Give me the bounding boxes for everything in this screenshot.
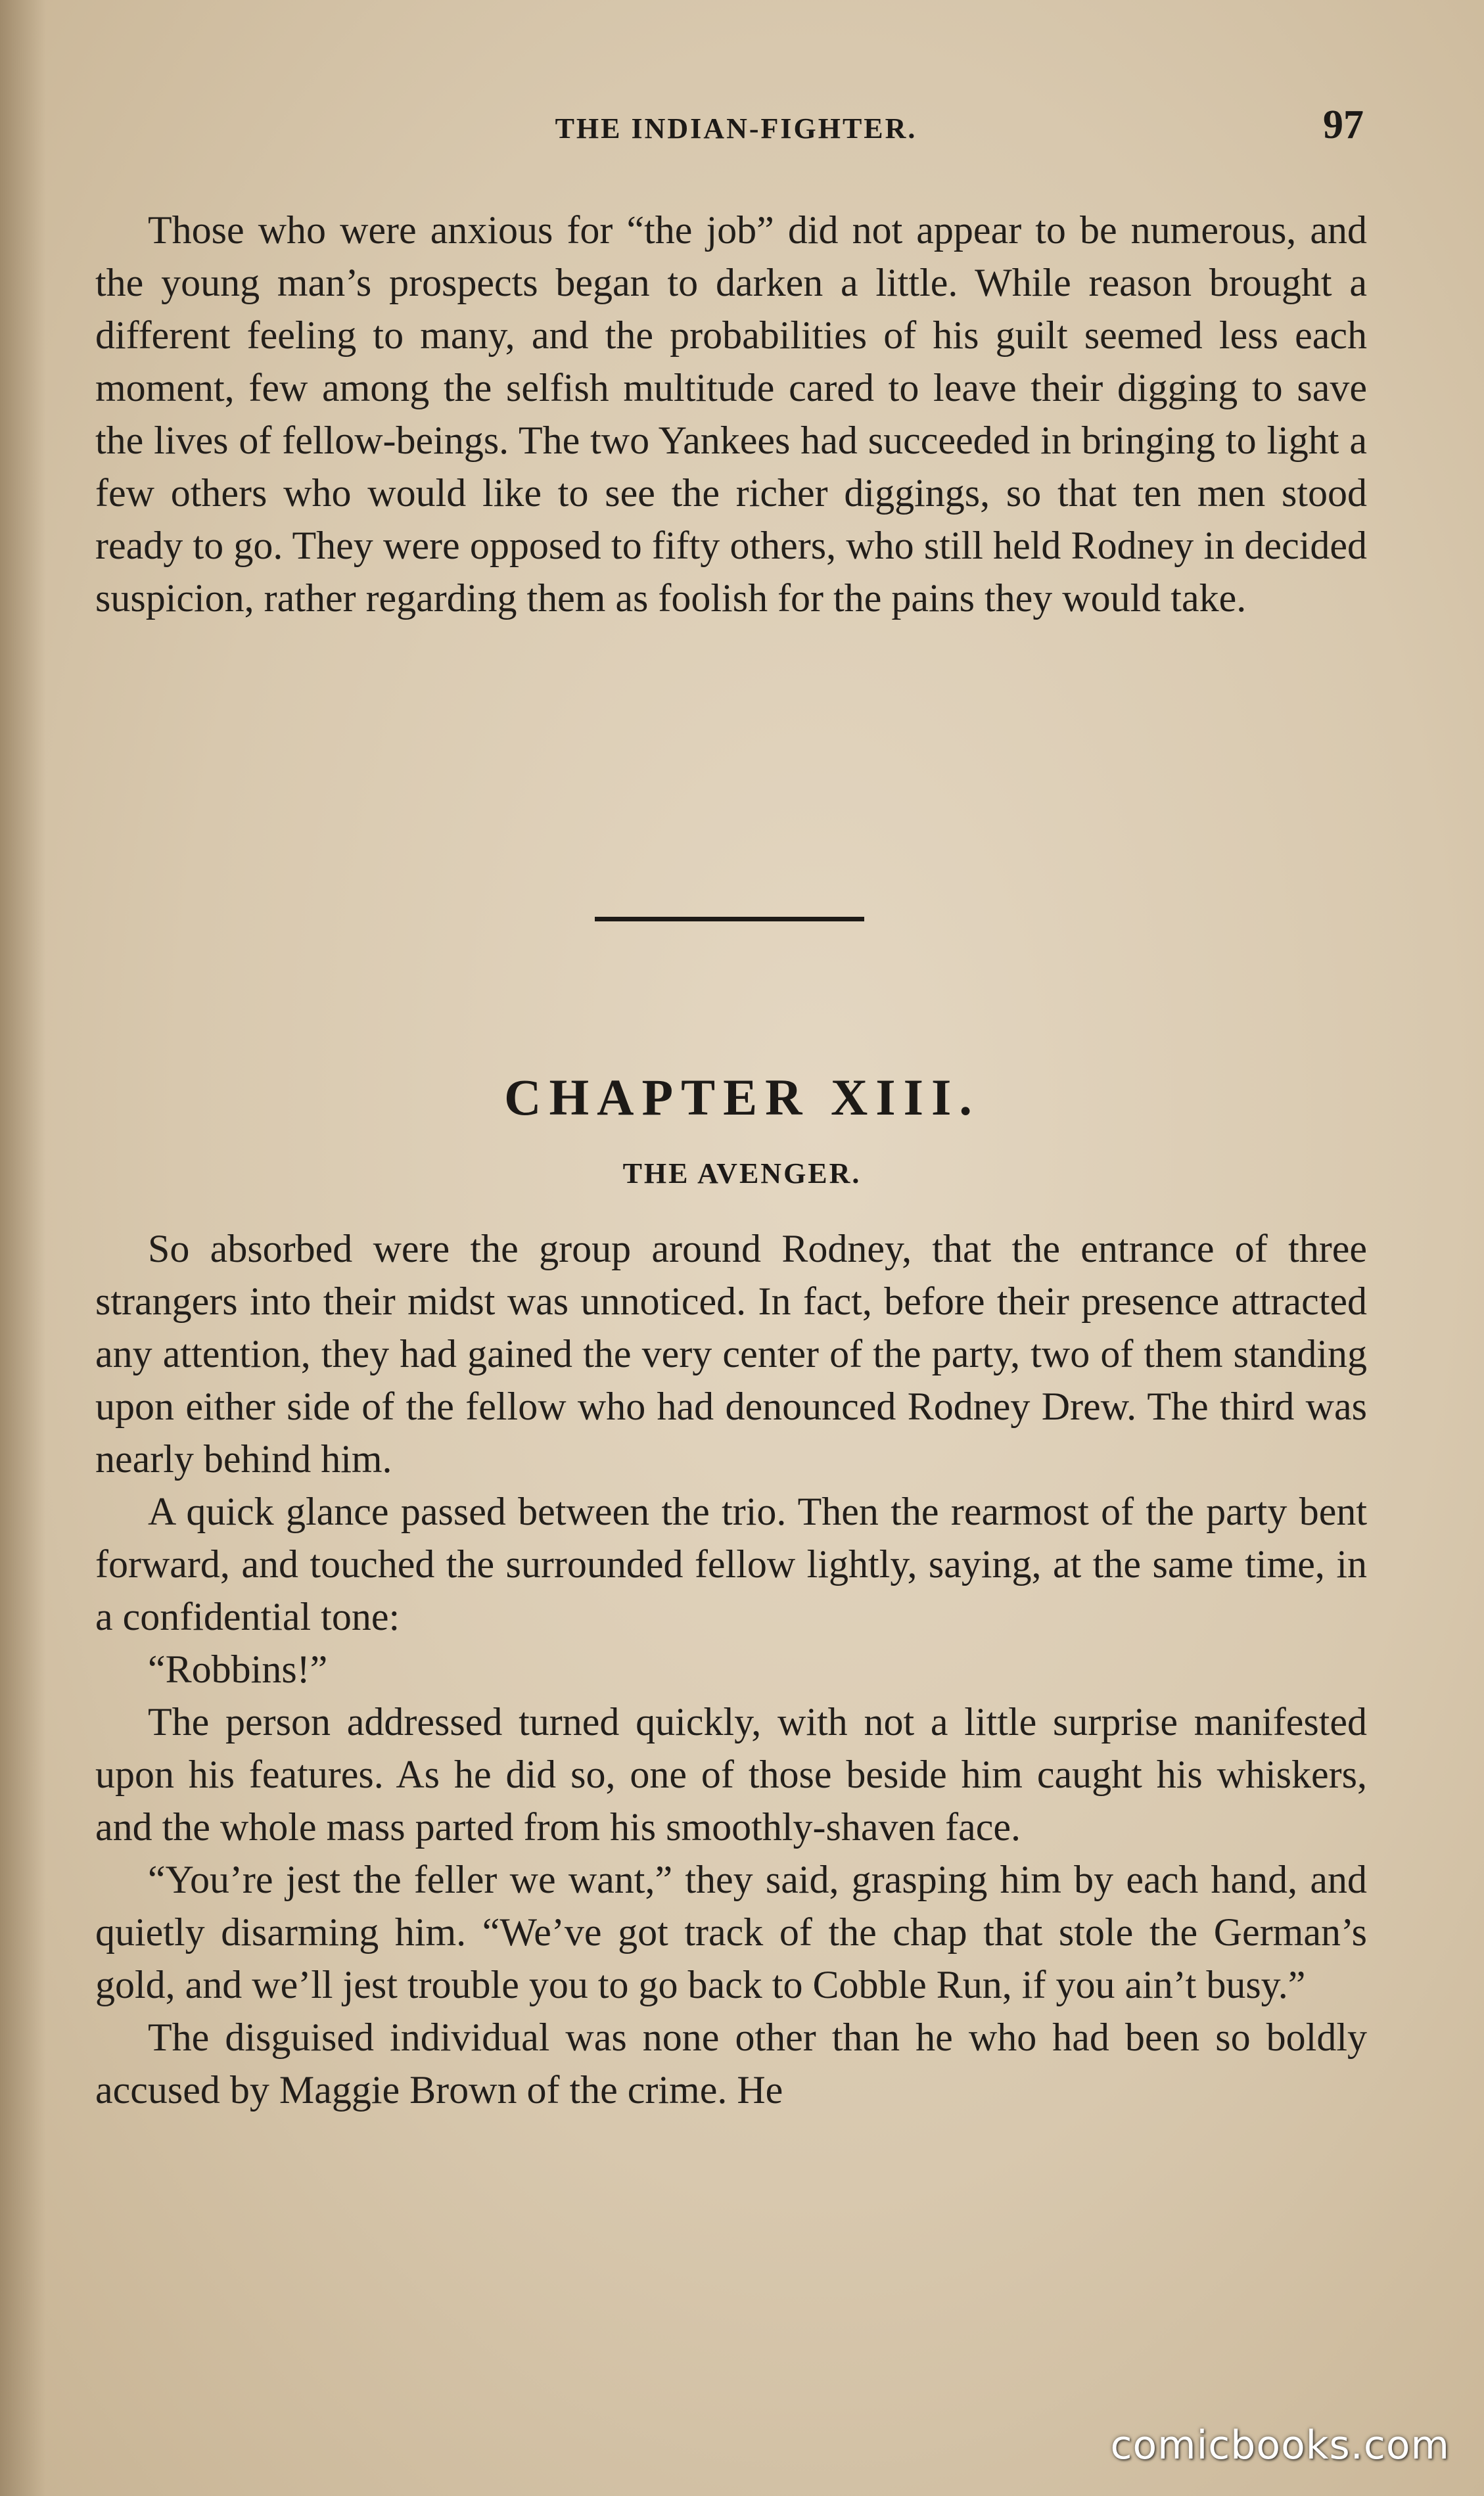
- paragraph: The person addressed turned quickly, with not a little surprise manifested upon his features. As he did so, one of those beside him caught his whiskers, and the whole mass parted from his smoothly-shaven face.: [95, 1700, 1367, 1849]
- paragraph: The disguised individual was none other than he who had been so boldly accused by Maggie Brown of the crime. He: [95, 2016, 1367, 2112]
- page-header: [92, 99, 1380, 151]
- page-gutter-shadow: [0, 0, 46, 2496]
- page-number: 97: [1323, 103, 1364, 147]
- paragraph: “Robbins!”: [148, 1648, 328, 1691]
- paragraph: Those who were anxious for “the job” did not appear to be numerous, and the young man’s prospects began to darken a little. While reason brought a different feeling to many, and the probabilities of his guilt seemed less each moment, few among the selfish multitude cared to leave their digging to save the lives of fellow-beings. The two Yankees had succeeded in bringing to light a few others who would like to see the richer diggings, so that ten men stood ready to go. They were opposed to fifty others, who still held Rodney in decided suspicion, rather regarding them as foolish for the pains they would take.: [95, 208, 1367, 620]
- paragraph: “You’re jest the feller we want,” they said, grasping him by each hand, and quietly disarming him. “We’ve got track of the chap that stole the German’s gold, and we’ll jest trouble you to go back to Cobble Run, if you ain’t busy.”: [95, 1858, 1367, 2006]
- section-divider-rule: [595, 917, 864, 921]
- text-block-bottom: [95, 1222, 1367, 2116]
- paragraph: A quick glance passed between the trio. Then the rearmost of the party bent forward, and touched the surrounded fellow lightly, saying, at the same time, in a confidential tone:: [95, 1490, 1367, 1638]
- paragraph: So absorbed were the group around Rodney, that the entrance of three strangers into their midst was unnoticed. In fact, before their presence attracted any attention, they had gained the very center of the party, two of them standing upon either side of the fellow who had denounced Rodney Drew. The third was nearly behind him.: [95, 1227, 1367, 1481]
- watermark: comicbooks.com: [1110, 2422, 1450, 2468]
- chapter-subtitle: THE AVENGER.: [622, 1157, 862, 1190]
- text-block-top: [95, 204, 1367, 624]
- running-head: THE INDIAN-FIGHTER.: [555, 112, 917, 145]
- chapter-title: CHAPTER XIII.: [504, 1069, 980, 1126]
